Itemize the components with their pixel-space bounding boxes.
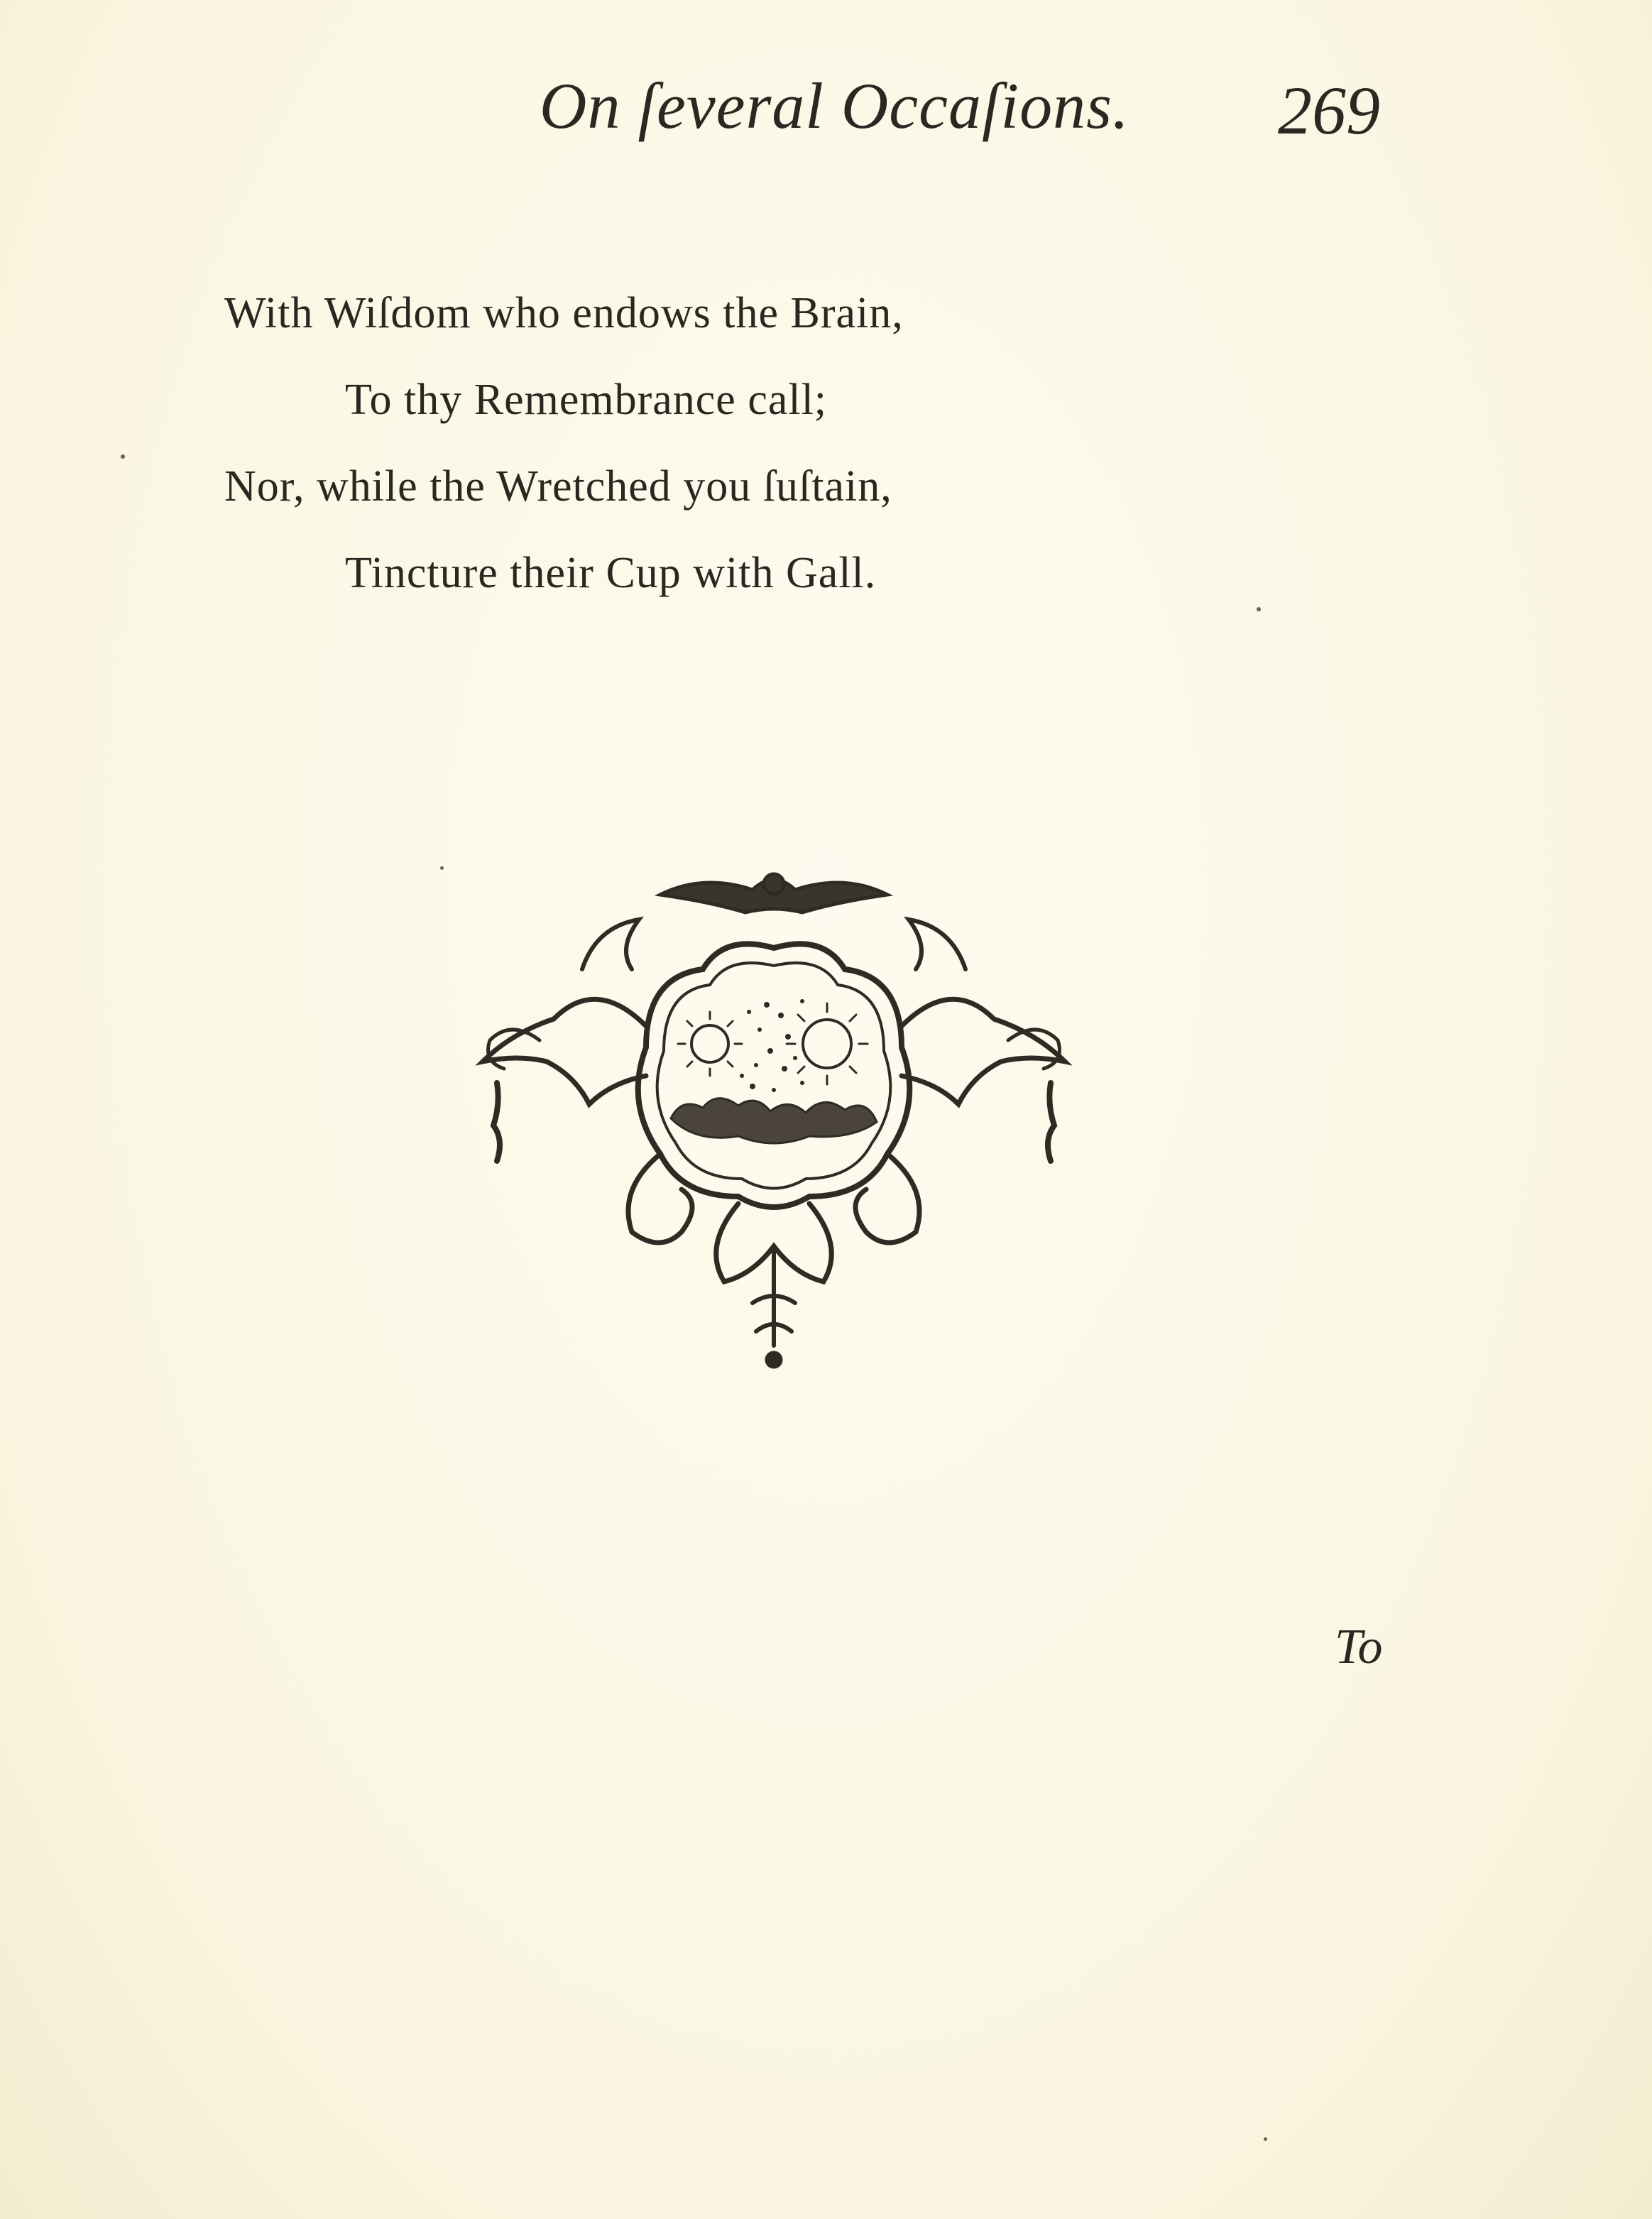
verse-line: To thy Remembrance call;: [345, 376, 828, 424]
paper-speck: [440, 866, 444, 870]
verse-line: Nor, while the Wretched you ſuſtain,: [224, 462, 892, 511]
verse-stanza: [224, 270, 1289, 616]
paper-speck: [1264, 2137, 1267, 2141]
page-number: 269: [1278, 72, 1380, 148]
paper-speck: [1257, 607, 1261, 611]
running-title: On ſeveral Occaſions.: [540, 70, 1129, 142]
verse-line: With Wiſdom who endows the Brain,: [224, 289, 904, 337]
printers-ornament-icon: [469, 849, 1079, 1374]
paper-speck: [121, 454, 125, 459]
catchword: To: [1335, 1620, 1383, 1674]
verse-line: Tincture their Cup with Gall.: [345, 549, 877, 597]
